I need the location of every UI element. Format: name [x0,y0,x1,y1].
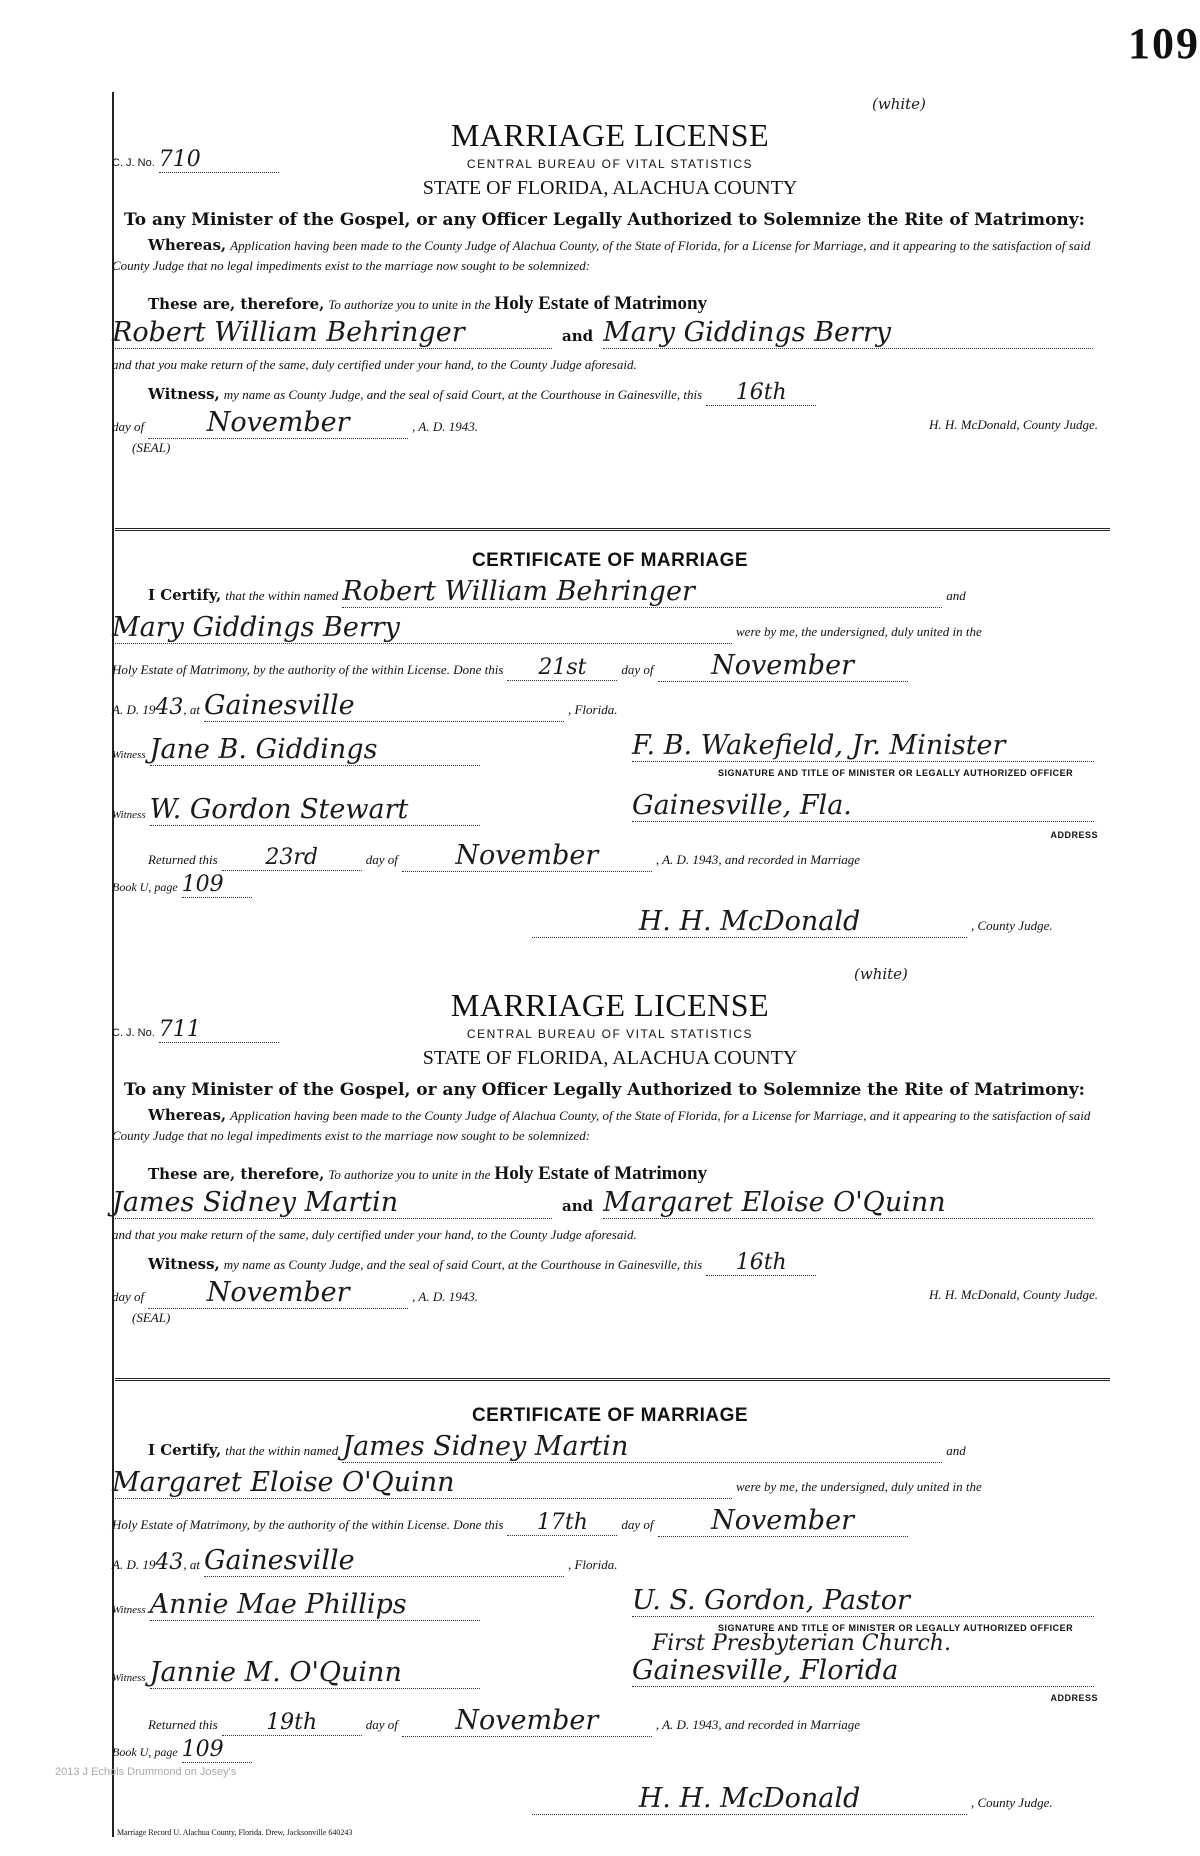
cert-groom: Robert William Behringer [342,576,942,608]
returned-day: 19th [222,1710,362,1736]
cert-groom: James Sidney Martin [342,1431,942,1463]
holy-text: Holy Estate of Matrimony, by the authority of the within License. Done this [112,662,504,677]
seal-label: (SEAL) [132,1310,171,1325]
and-word: and [946,1443,966,1458]
watermark: 2013 J Echols Drummond on Josey's [55,1766,237,1778]
judge-signature: H. H. McDonald [532,906,967,938]
cert-bride: Mary Giddings Berry [112,612,732,644]
returned-month: November [402,840,652,872]
at-label: , at [183,702,200,717]
address-line: To any Minister of the Gospel, or any Officer Legally Authorized to Solemnize the Rite of Matrimony: [124,210,1085,230]
witness-label: Witness [112,1672,146,1684]
license-month: November [148,407,408,439]
witness-2: W. Gordon Stewart [150,794,480,826]
cj-number: 710 [159,147,279,173]
book-label: Book U, page [112,880,178,894]
seal-label: (SEAL) [132,440,171,455]
bride-name: Mary Giddings Berry [603,317,1093,349]
whereas-text: Application having been made to the County Judge of Alachua County, of the State of Florida, for a License for Marriage, and it appearing to the satisfaction of said County Judge that no legal impediments exist to the marriage now sought to be solemnized: [112,238,1091,273]
license-state: STATE OF FLORIDA, ALACHUA COUNTY [422,1047,798,1069]
done-place: Gainesville [204,690,564,722]
recorded-text: , A. D. 1943, and recorded in Marriage [655,1717,861,1732]
certificate-title: CERTIFICATE OF MARRIAGE [471,550,749,571]
cert-bride: Margaret Eloise O'Quinn [112,1467,732,1499]
officer-signature: F. B. Wakefield, Jr. Minister [632,730,1094,762]
these-word: These are, therefore, [148,1165,325,1183]
witness-label: Witness [112,1604,146,1616]
done-day: 17th [507,1510,617,1536]
address-caption: ADDRESS [1050,1693,1098,1703]
these-text: To authorize you to unite in the [328,1167,491,1182]
officer-church: First Presbyterian Church. [652,1631,951,1656]
cj-label: C. J. No. [112,1027,155,1039]
returned-label: Returned this [148,852,218,867]
returned-day: 23rd [222,845,362,871]
cj-number: 711 [159,1017,279,1043]
book-page: 109 [182,872,252,898]
and-word: and [946,588,966,603]
print-footer: Marriage Record U. Alachua County, Florida. Drew, Jacksonville 640243 [117,1828,353,1837]
address-line: To any Minister of the Gospel, or any Officer Legally Authorized to Solemnize the Rite of Matrimony: [124,1080,1085,1100]
ad-label: A. D. 19 [112,1557,156,1572]
done-year: 43 [155,695,184,720]
cj-label: C. J. No. [112,157,155,169]
judge-signature: H. H. McDonald [532,1783,967,1815]
done-year: 43 [155,1550,184,1575]
and-word: and [562,327,594,345]
united-text: were by me, the undersigned, duly united in the [736,1479,982,1494]
bride-name: Margaret Eloise O'Quinn [603,1187,1093,1219]
witness-1: Annie Mae Phillips [150,1589,480,1621]
certificate-title: CERTIFICATE OF MARRIAGE [471,1405,749,1426]
officer-address: Gainesville, Florida [632,1655,1094,1687]
license-subtitle: CENTRAL BUREAU OF VITAL STATISTICS [466,157,754,171]
officer-signature: U. S. Gordon, Pastor [632,1585,1094,1617]
book-page: 109 [182,1737,252,1763]
judge-label: , County Judge. [971,918,1053,933]
license-month: November [148,1277,408,1309]
race-note: (white) [872,95,926,113]
license-711 [112,965,1108,1385]
witness-word: Witness, [148,385,220,403]
these-text: To authorize you to unite in the [328,297,491,312]
done-place: Gainesville [204,1545,564,1577]
return-text: and that you make return of the same, duly certified under your hand, to the County Judge aforesaid. [112,357,637,372]
return-text: and that you make return of the same, duly certified under your hand, to the County Judge aforesaid. [112,1227,637,1242]
day-of-label: day of [112,1289,145,1304]
divider [115,528,1110,531]
page-number: 109 [1128,19,1200,68]
holy-text: Holy Estate of Matrimony, by the authority of the within License. Done this [112,1517,504,1532]
certify-word: I Certify, [148,586,222,604]
these-word: These are, therefore, [148,295,325,313]
license-day: 16th [706,380,816,406]
day-of-label: day of [621,1517,654,1532]
license-day: 16th [706,1250,816,1276]
at-label: , at [183,1557,200,1572]
groom-name: James Sidney Martin [112,1187,552,1219]
done-month: November [658,650,908,682]
witness-1: Jane B. Giddings [150,734,480,766]
judge-line: H. H. McDonald, County Judge. [929,1287,1098,1302]
judge-line: H. H. McDonald, County Judge. [929,417,1098,432]
day-of-label: day of [112,419,145,434]
returned-month: November [402,1705,652,1737]
signature-caption: SIGNATURE AND TITLE OF MINISTER OR LEGALLY AUTHORIZED OFFICER [718,768,1074,778]
license-subtitle: CENTRAL BUREAU OF VITAL STATISTICS [466,1027,754,1041]
signature-caption: SIGNATURE AND TITLE OF MINISTER OR LEGALLY AUTHORIZED OFFICER [718,1623,1074,1633]
license-ad: , A. D. 1943. [412,419,478,434]
witness-word: Witness, [148,1255,220,1273]
officer-address: Gainesville, Fla. [632,790,1094,822]
certify-text: that the within named [225,588,339,603]
address-caption: ADDRESS [1050,830,1098,840]
witness-label: Witness [112,809,146,821]
whereas-text: Application having been made to the County Judge of Alachua County, of the State of Florida, for a License for Marriage, and it appearing to the satisfaction of said County Judge that no legal impediments exist to the marriage now sought to be solemnized: [112,1108,1091,1143]
book-label: Book U, page [112,1745,178,1759]
witness-label: Witness [112,749,146,761]
license-state: STATE OF FLORIDA, ALACHUA COUNTY [422,177,798,199]
certificate-711: CERTIFICATE OF MARRIAGE I Certify, that the within named James Sidney Martin and Margaret Eloise O'Quinn were by me, the undersigned, duly united in the Holy Estate of Matrimony, by the authority of the within License. Done this 17th day of November A. D. 1943, at Gainesville , Florida. Witness Annie Mae Phillips U. S. Gordon, Pastor SIGNATURE AND TITLE OF MINISTER OR LEGALLY AUTHORIZED OFFICER First Presbyterian Church. Witness Jannie M. O'Quinn Gainesville, Florida ADDRESS Returned this 19th day of November , A. D. 1943, and recorded in Marriage Book U, page 109 H. H. McDonald , County Judge. [112,1405,1098,1814]
florida-label: , Florida. [567,1557,618,1572]
united-text: were by me, the undersigned, duly united in the [736,624,982,639]
license-ad: , A. D. 1943. [412,1289,478,1304]
and-word: and [562,1197,594,1215]
ad-label: A. D. 19 [112,702,156,717]
holy-estate: Holy Estate of Matrimony [494,1163,708,1184]
certify-text: that the within named [225,1443,339,1458]
day-of-label: day of [621,662,654,677]
license-title: MARRIAGE LICENSE [450,987,770,1023]
witness-2: Jannie M. O'Quinn [150,1657,480,1689]
recorded-text: , A. D. 1943, and recorded in Marriage [655,852,861,867]
judge-label: , County Judge. [971,1795,1053,1810]
divider [115,1378,1110,1381]
certify-word: I Certify, [148,1441,222,1459]
done-day: 21st [507,655,617,681]
license-710 [112,95,1108,525]
returned-label: Returned this [148,1717,218,1732]
whereas-word: Whereas, [148,1106,227,1124]
license-title: MARRIAGE LICENSE [450,117,770,153]
race-note: (white) [854,965,908,983]
whereas-word: Whereas, [148,236,227,254]
done-month: November [658,1505,908,1537]
florida-label: , Florida. [567,702,618,717]
groom-name: Robert William Behringer [112,317,552,349]
certificate-710: CERTIFICATE OF MARRIAGE I Certify, that the within named Robert William Behringer and Mary Giddings Berry were by me, the undersigned, duly united in the Holy Estate of Matrimony, by the authority of the within License. Done this 21st day of November A. D. 1943, at Gainesville , Florida. Witness Jane B. Giddings F. B. Wakefield, Jr. Minister SIGNATURE AND TITLE OF MINISTER OR LEGALLY AUTHORIZED OFFICER Witness W. Gordon Stewart Gainesville, Fla. ADDRESS Returned this 23rd day of November , A. D. 1943, and recorded in Marriage Book U, page 109 H. H. McDonald , County Judge. [112,550,1098,937]
witness-text: my name as County Judge, and the seal of said Court, at the Courthouse in Gainesville, this [223,1257,703,1272]
witness-text: my name as County Judge, and the seal of said Court, at the Courthouse in Gainesville, this [223,387,703,402]
holy-estate: Holy Estate of Matrimony [494,293,708,314]
